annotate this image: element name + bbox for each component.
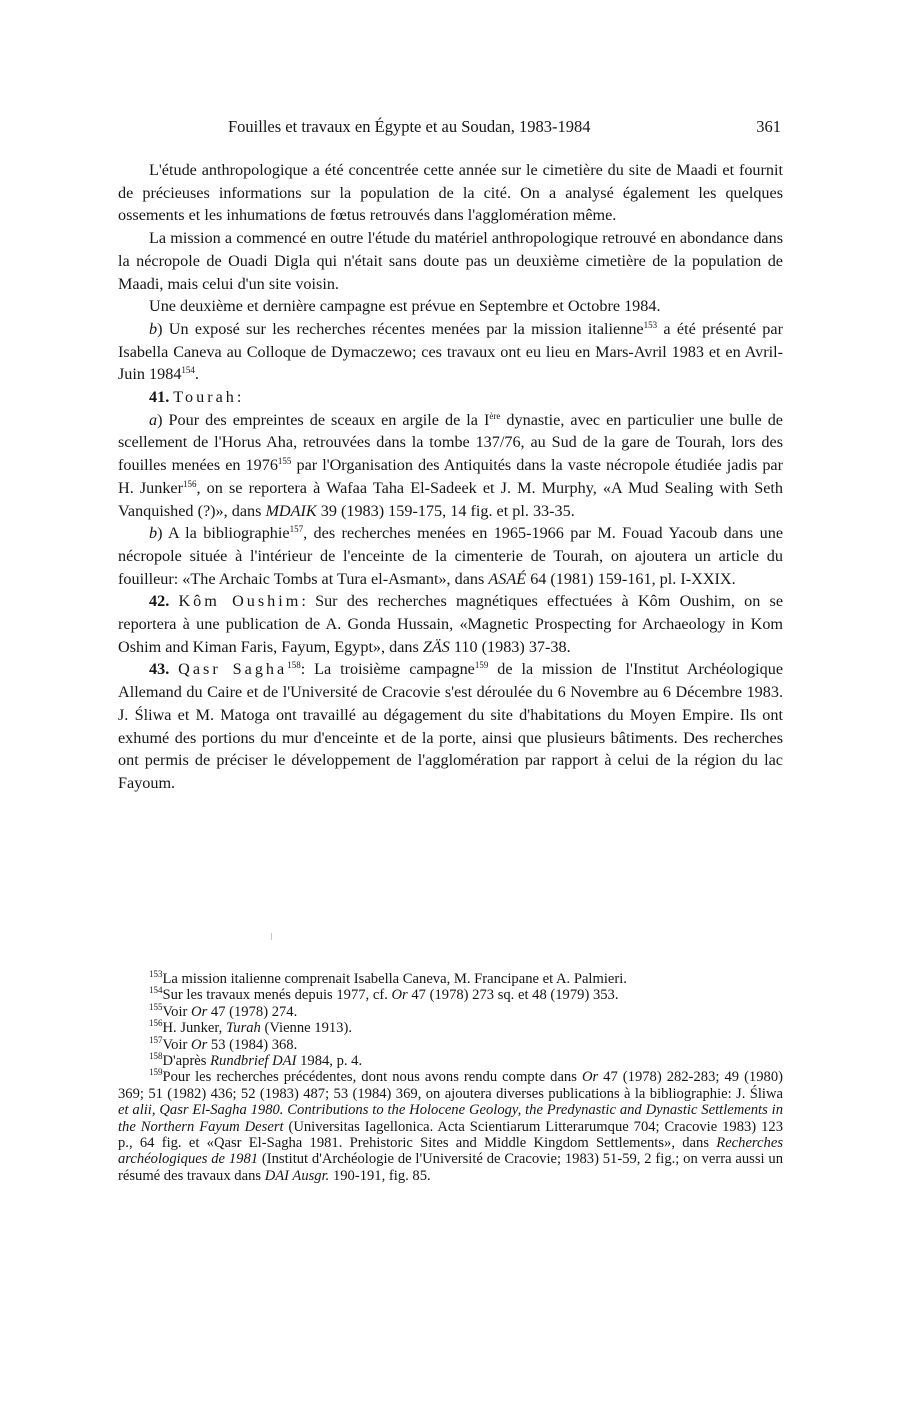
paragraph-italian-mission: b) Un exposé sur les recherches récentes menées par la mission italienne$^{153}$ a été présenté par Isabella Caneva au Colloque de Dymaczewo; ces travaux ont eu lieu en Mars-Avril 1983 et en Avril-Juin 1984$^{154}$. [118, 319, 783, 384]
page-number: 361 [756, 117, 781, 136]
footnote-number: 154 [149, 985, 163, 996]
journal-title: ASAÉ [488, 569, 527, 588]
footnote-number: 159 [149, 1067, 163, 1078]
footnote-156: $^{156}$H. Junker, Turah (Vienne 1913). [149, 1018, 352, 1037]
paragraph-kom-oushim: 42. Kôm Oushim: Sur des recherches magnétiques effectuées à Kôm Oushim, on se reportera à une publication de A. Gonda Hussain, «Magnetic Prospecting for Archaeology in Kom Oshim and Kiman Faris, Fayum, Egypt», dans ZÄS 110 (1983) 37-38. [118, 592, 783, 656]
footnote-ref-154[interactable]: 154 [181, 365, 195, 376]
section-name: Kôm Oushim [178, 592, 302, 611]
footnotes [118, 971, 783, 1184]
footnote-158: $^{158}$D'après Rundbrief DAI 1984, p. 4. [149, 1051, 363, 1070]
paragraph-anthropology: L'étude anthropologique a été concentrée cette année sur le cimetière du site de Maadi et fournit de précieuses informations sur la population de la cité. On a analysé également les quelques ossements et les inhumations de fœtus retrouvés dans l'agglomération même. [118, 161, 783, 225]
footnote-number: 157 [149, 1034, 163, 1045]
page-text-column [118, 116, 783, 795]
section-heading-tourah: 41. Tourah: [149, 388, 242, 407]
section-number: 41. [149, 388, 170, 407]
scan-mark [271, 933, 272, 940]
body-text [118, 159, 783, 795]
footnote-ref-156[interactable]: 156 [183, 478, 197, 489]
footnote-ref-157[interactable]: 157 [289, 524, 304, 535]
section-name: Qasr Sagha [178, 660, 288, 679]
footnote-ref-153[interactable]: 153 [643, 319, 658, 330]
paragraph-ouadi-digla: La mission a commencé en outre l'étude du matériel anthropologique retrouvé en abondance dans la nécropole de Ouadi Digla qui n'était sans doute pas un deuxième cimetière de la population de Maadi, mais celui d'un site voisin. [118, 229, 783, 293]
section-name: Tourah [173, 388, 237, 407]
footnote-153: $^{153}$La mission italienne comprenait Isabella Caneva, M. Francipane et A. Palmieri. [149, 969, 627, 987]
footnote-154: $^{154}$Sur les travaux menés depuis 1977, cf. Or 47 (1978) 273 sq. et 48 (1979) 353. [149, 985, 619, 1004]
paragraph-qasr-sagha: 43. Qasr Sagha$^{158}$: La troisième campagne$^{159}$ de la mission de l'Institut Archéologique Allemand du Caire et de l'Université de Cracovie s'est déroulée du 6 Novembre au 6 Décembre 1983. J. Śliwa et M. Matoga ont travaillé au dégagement du site d'habitations du Moyen Empire. Ils ont exhumé des portions du mur d'enceinte et de la porte, ainsi que plusieurs bâtiments. Des recherches ont permis de préciser le développement de l'agglomération par rapport à celui de la région du lac Fayoum. [118, 660, 784, 792]
footnote-159: $^{159}$Pour les recherches précédentes, dont nous avons rendu compte dans Or 47 (1978) 282-283; 49 (1980) 369; 51 (1982) 436; 52 (1983) 487; 53 (1984) 369, on ajoutera diverses publications à la bibliographie: J. Śliwa et alii, Qasr El-Sagha 1980. Contributions to the Holocene Geology, the Predynastic and Dynastic Settlements in the Northern Fayum Desert (Universitas Iagellonica. Acta Scientiarum Litterarumque 704; Cracovie 1983) 123 p., 64 fig. et «Qasr El-Sagha 1981. Prehistoric Sites and Middle Kingdom Settlements», dans Recherches archéologiques de 1981 (Institut d'Archéologie de l'Université de Cracovie; 1983) 51-59, 2 fig.; on verra aussi un résumé des travaux dans DAI Ausgr. 190-191, fig. 85. [118, 1067, 783, 1184]
footnote-number: 156 [149, 1018, 163, 1029]
paragraph-tourah-bibliography: b) A la bibliographie$^{157}$, des recherches menées en 1965-1966 par M. Fouad Yacoub dans une nécropole située à l'intérieur de l'enceinte de la cimenterie de Tourah, on ajoutera un article du fouilleur: «The Archaic Tombs at Tura el-Asmant», dans ASAÉ 64 (1981) 159-161, pl. I-XXIX. [118, 524, 784, 588]
running-title: Fouilles et travaux en Égypte et au Soudan, 1983-1984 [228, 117, 591, 136]
section-number: 42. [149, 592, 170, 611]
paragraph-next-campaign: Une deuxième et dernière campagne est prévue en Septembre et Octobre 1984. [149, 297, 661, 316]
footnote-155: $^{155}$Voir Or 47 (1978) 274. [149, 1001, 298, 1020]
footnote-ref-155[interactable]: 155 [277, 456, 292, 467]
journal-title: ZÄS [422, 637, 450, 656]
section-number: 43. [149, 660, 170, 679]
journal-title: MDAIK [265, 501, 317, 520]
footnote-157: $^{157}$Voir Or 53 (1984) 368. [149, 1034, 298, 1053]
footnote-number: 158 [149, 1051, 163, 1062]
footnote-number: 155 [149, 1001, 163, 1012]
footnote-ref-158[interactable]: 158 [287, 660, 301, 671]
running-head [118, 116, 783, 140]
footnote-number: 153 [149, 969, 163, 979]
paragraph-tourah-seals: a) Pour des empreintes de sceaux en argile de la Ière dynastie, avec en particulier une bulle de scellement de l'Horus Aha, retrouvées dans la tombe 137/76, au Sud de la gare de Tourah, lors des fouilles menées en 1976$^{155}$ par l'Organisation des Antiquités dans la vaste nécropole étudiée jadis par H. Junker$^{156}$, on se reportera à Wafaa Taha El-Sadeek et J. M. Murphy, «A Mud Sealing with Seth Vanquished (?)», dans MDAIK 39 (1983) 159-175, 14 fig. et pl. 33-35. [118, 410, 783, 520]
footnote-ref-159[interactable]: 159 [474, 660, 489, 671]
